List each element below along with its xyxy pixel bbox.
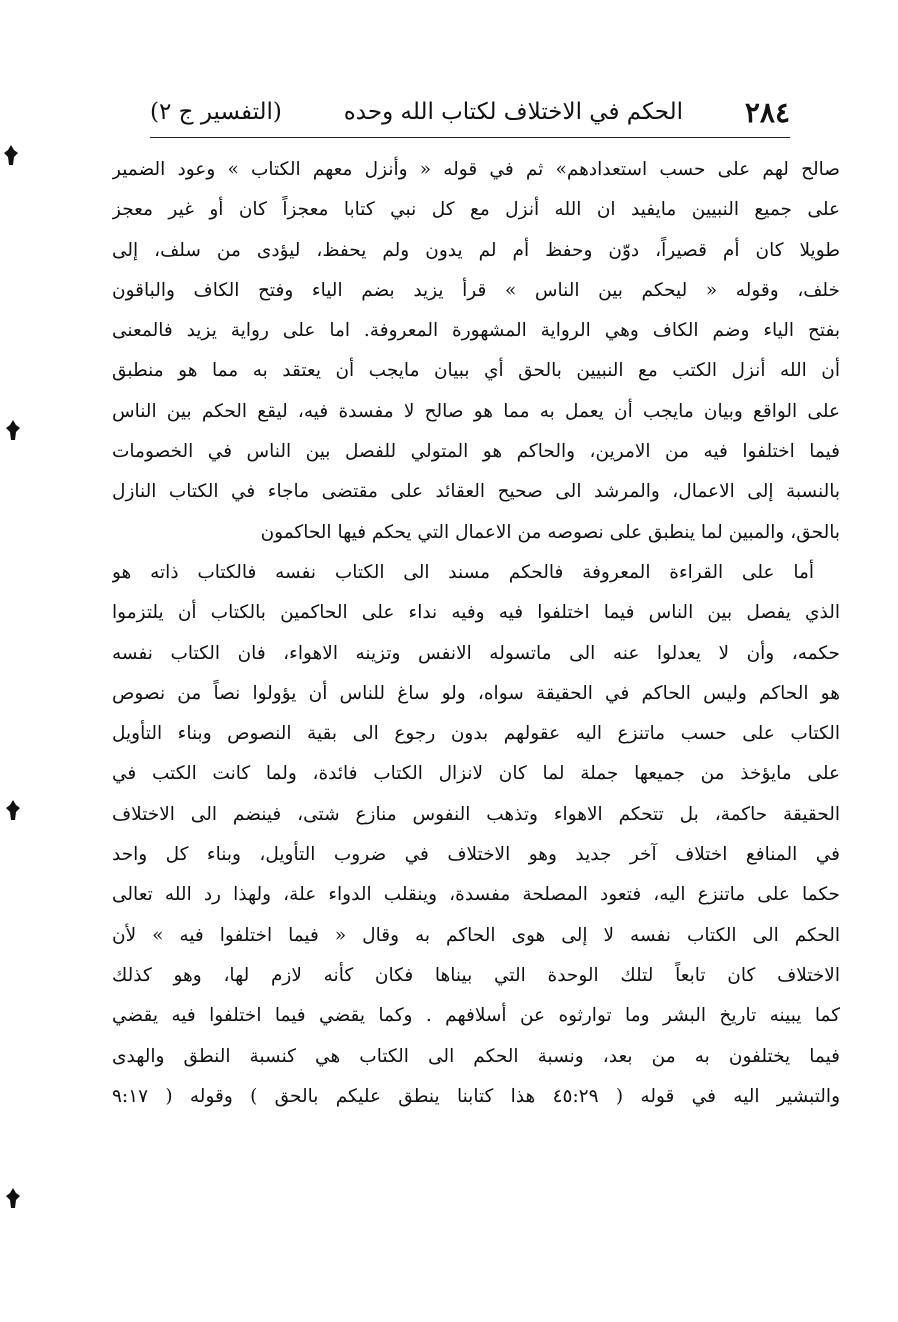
binding-hole-mark — [6, 420, 20, 440]
text-line: الذي يفصل بين الناس فيما اختلفوا فيه وفيه نداء على الحاكمين بالكتاب أن يلتزموا — [112, 602, 840, 624]
text-line: هو الحاكم وليس الحاكم في الحقيقة سواه، ولو ساغ للناس أن يؤولوا نصاً من نصوص — [112, 682, 840, 704]
text-line: حكما على ماتنزع اليه، فتعود المصلحة مفسدة، وينقلب الدواء علة، ولهذا رد الله تعالى — [112, 884, 840, 906]
text-line: بالنسبة إلى الاعمال، والمرشد الى صحيح العقائد على مقتضى ماجاء في الكتاب النازل — [112, 481, 840, 503]
text-line: الحكم الى الكتاب نفسه لا إلى هوى الحاكم به وقال « فيما اختلفوا فيه » لأن — [112, 924, 840, 946]
binding-hole-mark — [6, 1188, 20, 1208]
volume-label: (التفسير ج ٢) — [150, 99, 282, 125]
text-line: صالح لهم على حسب استعدادهم» ثم في قوله « وأنزل معهم الكتاب » وعود الضمير — [112, 159, 840, 180]
text-line: الكتاب على حسب ماتنزع اليه عقولهم بدون رجوع الى بقية النصوص وبناء التأويل — [112, 723, 840, 745]
text-line: طويلا كان أم قصيراً، دوّن وحفظ أم لم يدون ولم يحفظ، ليؤدى من سلف، إلى — [112, 239, 840, 261]
text-line: حكمه، وأن لا يعدلوا عنه الى ماتسوله الانفس وتزينه الاهواء، فان الكتاب نفسه — [112, 642, 840, 664]
text-line: بالحق، والمبين لما ينطبق على نصوصه من الاعمال التي يحكم فيها الحاكمون — [260, 521, 840, 543]
text-line: خلف، وقوله « ليحكم بين الناس » قرأ يزيد بضم الياء وفتح الكاف والباقون — [112, 279, 840, 301]
text-line: فيما يختلفون به من بعد، ونسبة الحكم الى الكتاب هي كنسبة النطق والهدى — [112, 1045, 840, 1067]
text-line: الحقيقة حاكمة، بل تتحكم الاهواء وتذهب النفوس منازع شتى، فينضم الى الاختلاف — [112, 803, 840, 825]
header-rule — [150, 137, 790, 138]
text-line: كما يبينه تاريخ البشر وما توارثوه عن أسلافهم . وكما يقضي فيما اختلفوا فيه يقضي — [112, 1005, 840, 1027]
page-number: ٢٨٤ — [744, 95, 790, 129]
text-line: أما على القراءة المعروفة فالحكم مسند الى الكتاب نفسه فالكتاب ذاته هو — [112, 561, 814, 583]
text-line: على مايؤخذ من جميعها جملة لما كان لانزال الكتاب فائدة، ولما كانت الكتب في — [112, 763, 840, 785]
text-line: على جميع النبيين مايفيد ان الله أنزل مع كل نبي كتابا معجزاً كان أو غير معجز — [112, 199, 840, 221]
body-text — [112, 150, 840, 1117]
binding-hole-mark — [6, 800, 20, 820]
running-title: الحكم في الاختلاف لكتاب الله وحده — [343, 99, 684, 125]
binding-hole-mark — [4, 145, 18, 165]
text-line: الاختلاف كان تابعاً لتلك الوحدة التي بيناها فكان كأنه لازم لها، وهو كذلك — [112, 964, 840, 986]
text-line: أن الله أنزل الكتب مع النبيين بالحق أي ببيان مايجب أن يعتقد به مما هو منطبق — [112, 360, 840, 382]
page-header — [150, 92, 790, 132]
text-line: على الواقع وبيان مايجب أن يعمل به مما هو صالح لا مفسدة فيه، ليقع الحكم بين الناس — [112, 400, 840, 422]
text-line: والتبشير اليه في قوله ( ٤٥:٢٩ هذا كتابنا ينطق عليكم بالحق ) وقوله ( ٩:١٧ — [112, 1085, 840, 1107]
text-line: في المنافع اختلاف آخر جديد وهو الاختلاف في ضروب التأويل، وبناء كل واحد — [112, 844, 840, 866]
text-line: بفتح الياء وضم الكاف وهي الرواية المشهورة المعروفة. اما على رواية يزيد فالمعنى — [112, 320, 840, 342]
text-line: فيما اختلفوا فيه من الامرين، والحاكم هو المتولي للفصل بين الناس في الخصومات — [112, 441, 840, 463]
